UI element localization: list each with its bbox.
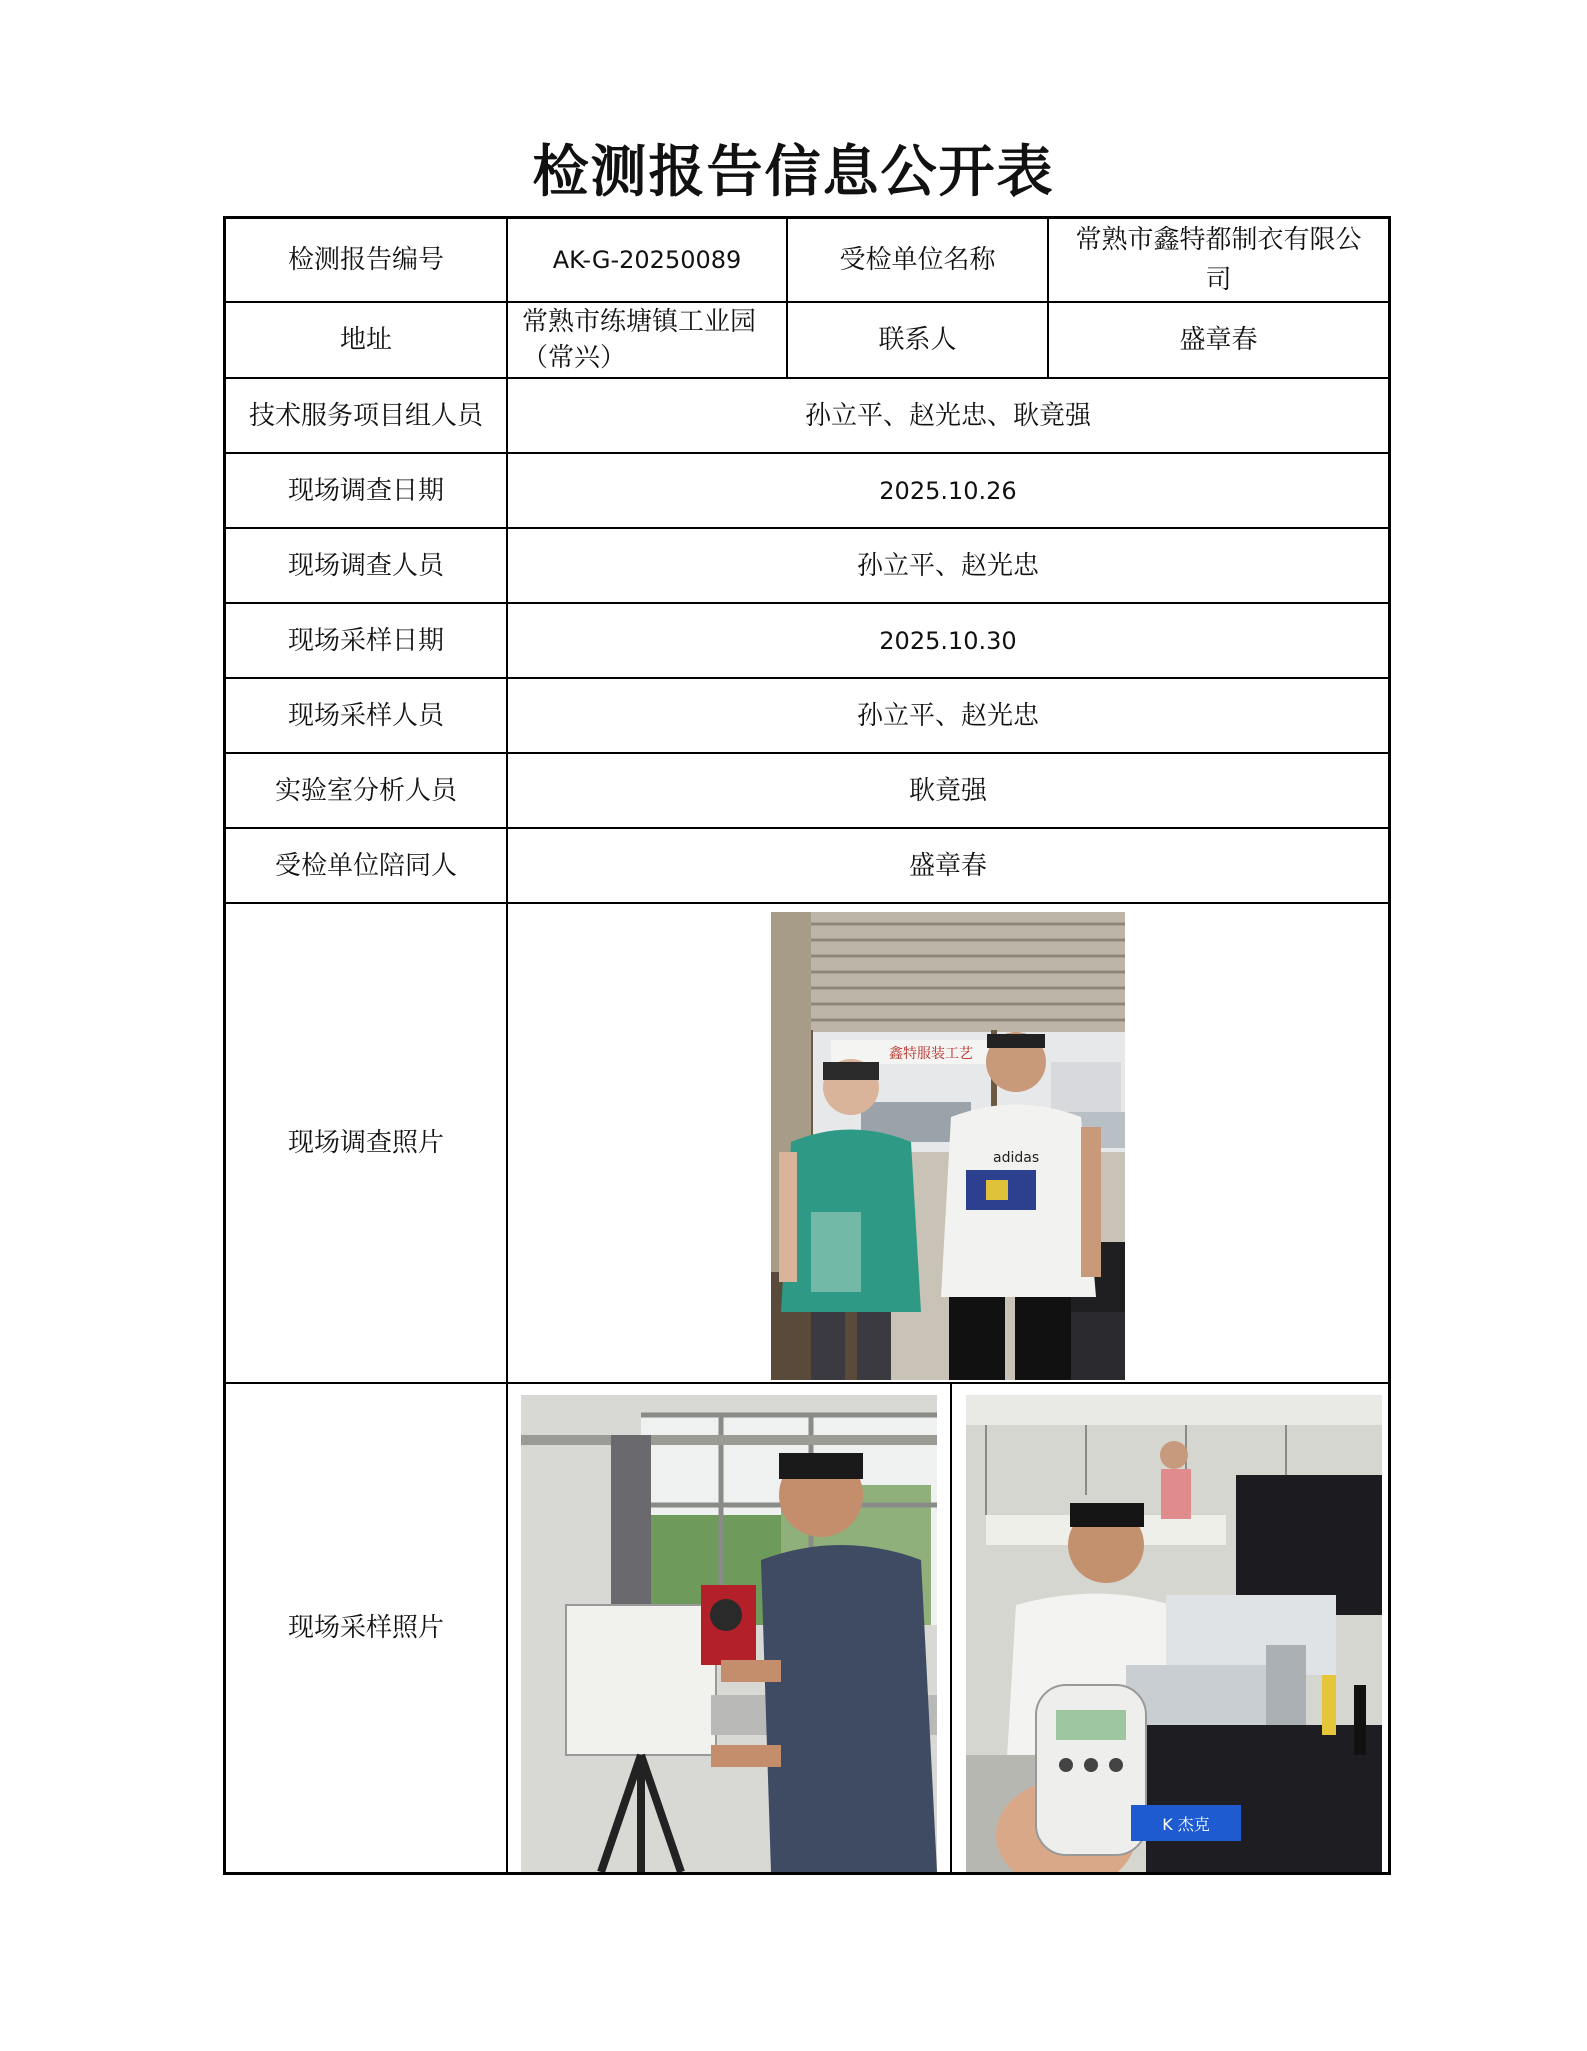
report-no-value: AK-G-20250089 [552,246,742,274]
survey-staff-value: 孙立平、赵光忠 [856,550,1039,581]
contact-value: 盛章春 [1179,325,1258,355]
survey-sign-text: 鑫特服装工艺 [889,1046,973,1062]
sample-photo-label: 现场采样照片 [287,1613,444,1643]
sample-photo-left [521,1395,937,1872]
lab-staff-value: 耿竟强 [908,775,987,806]
address-label: 地址 [339,325,392,355]
survey-date-label: 现场调查日期 [287,475,444,506]
info-table [223,216,1391,1875]
sample-staff-value: 孙立平、赵光忠 [856,700,1039,731]
team-value: 孙立平、赵光忠、耿竟强 [804,400,1091,431]
contact-label: 联系人 [878,325,957,355]
survey-date-value: 2025.10.26 [879,476,1017,505]
escort-label: 受检单位陪同人 [274,850,457,881]
escort-value: 盛章春 [908,850,987,881]
report-no-label: 检测报告编号 [287,245,444,275]
address-value: 常熟市练塘镇工业园（常兴） [522,307,757,373]
shirt-brand-text: adidas [993,1150,1040,1166]
unit-name-label: 受检单位名称 [839,245,996,275]
sample-date-label: 现场采样日期 [287,625,444,656]
lab-staff-label: 实验室分析人员 [274,775,457,806]
survey-photo-label: 现场调查照片 [287,1128,444,1158]
sample-staff-label: 现场采样人员 [287,700,444,731]
meter-sign-text: K 杰克 [1162,1815,1210,1834]
page-title: 检测报告信息公开表 [532,139,1055,205]
sample-date-value: 2025.10.30 [879,626,1017,655]
survey-staff-label: 现场调查人员 [287,550,444,581]
survey-photo [771,912,1125,1380]
sample-photo-right [966,1395,1382,1872]
unit-name-value: 常熟市鑫特都制衣有限公司 [1075,225,1362,295]
team-label: 技术服务项目组人员 [248,400,483,431]
